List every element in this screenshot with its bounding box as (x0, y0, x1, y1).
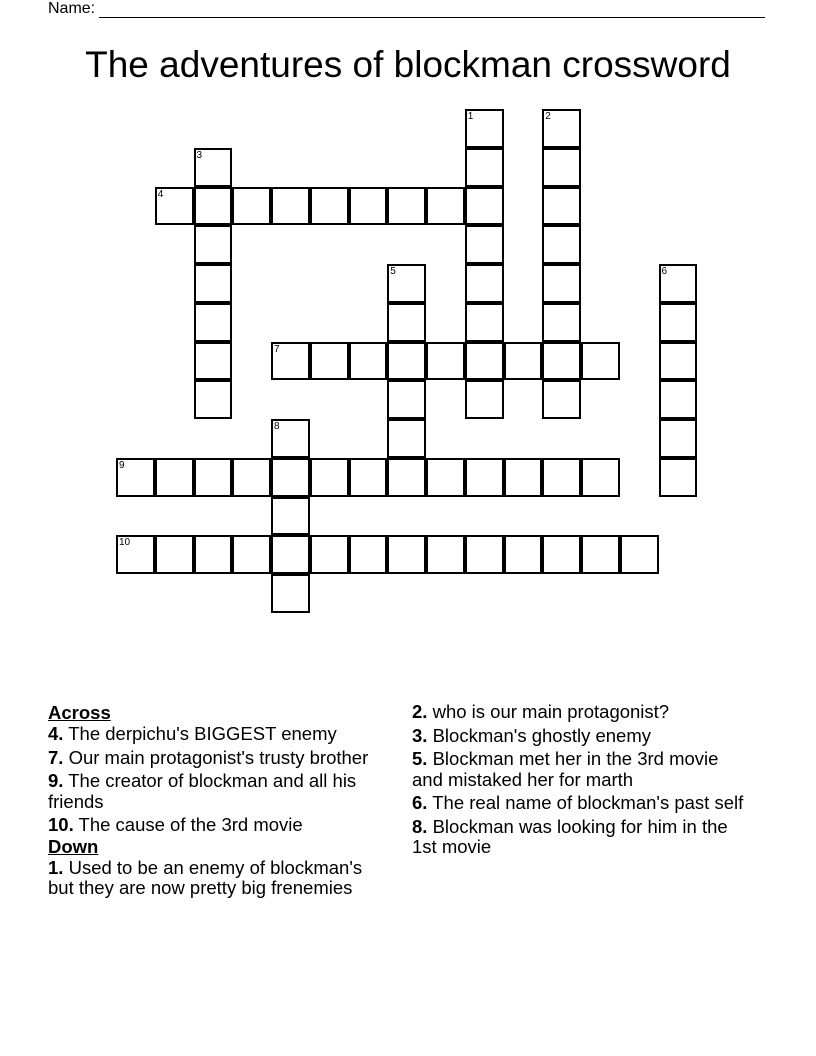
clue-number: 3. (412, 724, 428, 746)
grid-cell[interactable] (542, 303, 581, 342)
page-title: The adventures of blockman crossword (85, 44, 731, 85)
grid-cell[interactable] (194, 225, 233, 264)
clue-down-2 (412, 702, 752, 723)
grid-cell[interactable] (194, 187, 233, 226)
grid-cell[interactable] (620, 535, 659, 574)
grid-cell[interactable] (232, 458, 271, 497)
cell-number: 9 (119, 459, 125, 471)
grid-cell[interactable] (155, 535, 194, 574)
grid-cell[interactable] (465, 187, 504, 226)
grid-cell[interactable] (387, 458, 426, 497)
grid-cell[interactable] (194, 264, 233, 303)
cell-number: 6 (661, 266, 668, 277)
grid-cell[interactable] (542, 187, 581, 226)
grid-cell[interactable] (194, 342, 233, 381)
grid-cell[interactable] (271, 497, 310, 536)
clue-down-3 (412, 726, 752, 747)
grid-cell[interactable] (465, 380, 504, 419)
clue-number: 10. (48, 814, 74, 835)
cell-number: 1 (467, 111, 474, 122)
grid-cell[interactable] (465, 458, 504, 497)
grid-cell[interactable] (581, 342, 620, 381)
grid-cell[interactable] (659, 419, 698, 458)
grid-cell[interactable] (659, 303, 698, 342)
grid-cell[interactable] (659, 458, 698, 497)
grid-cell[interactable] (194, 458, 233, 497)
clue-text: Our main protagonist's trusty brother (68, 746, 369, 768)
clue-number: 9. (48, 770, 64, 791)
clue-across-10 (48, 815, 388, 836)
clue-number: 8. (412, 815, 428, 837)
clue-number: 4. (48, 723, 64, 744)
grid-cell[interactable] (504, 458, 543, 497)
grid-cell[interactable] (542, 535, 581, 574)
grid-cell[interactable] (542, 458, 581, 497)
grid-cell[interactable] (310, 535, 349, 574)
cell-number: 3 (196, 149, 203, 161)
clue-text: The derpichu's BIGGEST enemy (68, 723, 337, 744)
grid-cell[interactable] (310, 187, 349, 226)
grid-cell[interactable] (271, 535, 310, 574)
clue-number: 2. (412, 701, 428, 722)
cell-number: 4 (157, 188, 164, 200)
grid-cell[interactable] (155, 458, 194, 497)
grid-cell[interactable] (426, 187, 465, 226)
grid-cell[interactable] (232, 187, 271, 226)
grid-cell[interactable] (232, 535, 271, 574)
clue-across-4 (48, 724, 388, 745)
clue-text: Blockman met her in the 3rd movie and mistaked her for marth (412, 748, 719, 790)
name-field[interactable] (48, 0, 765, 18)
grid-cell[interactable] (465, 109, 504, 148)
grid-cell[interactable] (659, 264, 698, 303)
name-label: Name: (48, 0, 96, 17)
clue-number: 7. (48, 746, 64, 768)
grid-cell[interactable] (465, 303, 504, 342)
grid-cell[interactable] (349, 187, 388, 226)
clue-down-1 (48, 858, 388, 899)
grid-cell[interactable] (387, 303, 426, 342)
clue-text: Blockman was looking for him in the 1st movie (412, 815, 728, 857)
clue-number: 1. (48, 856, 64, 878)
grid-cell[interactable] (310, 342, 349, 381)
grid-cell[interactable] (194, 148, 233, 187)
grid-cell[interactable] (581, 458, 620, 497)
clue-across-7 (48, 748, 388, 769)
grid-cell[interactable] (465, 225, 504, 264)
grid-cell[interactable] (155, 187, 194, 226)
clue-number: 6. (412, 792, 428, 813)
grid-cell[interactable] (271, 458, 310, 497)
grid-cell[interactable] (116, 458, 155, 497)
crossword-grid (117, 110, 717, 630)
clue-text: who is our main protagonist? (432, 701, 670, 722)
cell-number: 10 (119, 537, 131, 549)
grid-cell[interactable] (387, 187, 426, 226)
grid-cell[interactable] (387, 380, 426, 419)
name-underline[interactable] (99, 3, 765, 18)
grid-cell[interactable] (465, 264, 504, 303)
grid-cell[interactable] (310, 458, 349, 497)
clue-text: Used to be an enemy of blockman's but they are now pretty big frenemies (48, 856, 363, 898)
grid-cell[interactable] (465, 342, 504, 381)
clue-text: Blockman's ghostly enemy (432, 724, 652, 746)
grid-cell[interactable] (542, 225, 581, 264)
clue-down-5 (412, 749, 752, 790)
grid-cell[interactable] (542, 148, 581, 187)
grid-cell[interactable] (542, 380, 581, 419)
grid-cell[interactable] (387, 342, 426, 381)
cell-number: 8 (274, 421, 280, 432)
grid-cell[interactable] (194, 535, 233, 574)
grid-cell[interactable] (194, 380, 233, 419)
grid-cell[interactable] (387, 264, 426, 303)
grid-cell[interactable] (387, 419, 426, 458)
clue-down-8 (412, 817, 752, 858)
cell-number: 2 (545, 111, 551, 122)
clue-down-6 (412, 793, 752, 814)
grid-cell[interactable] (504, 342, 543, 381)
grid-cell[interactable] (504, 535, 543, 574)
grid-cell[interactable] (116, 535, 155, 574)
cell-number: 7 (274, 343, 280, 355)
grid-cell[interactable] (271, 574, 310, 613)
grid-cell[interactable] (659, 342, 698, 381)
grid-cell[interactable] (426, 535, 465, 574)
grid-cell[interactable] (349, 458, 388, 497)
grid-cell[interactable] (542, 109, 581, 148)
cell-number: 5 (390, 266, 396, 277)
clues-left-column (48, 702, 388, 902)
clues-right-column (412, 702, 752, 861)
grid-cell[interactable] (465, 535, 504, 574)
clue-text: The cause of the 3rd movie (78, 814, 303, 835)
across-heading: Across (48, 702, 111, 723)
grid-cell[interactable] (426, 342, 465, 381)
grid-cell[interactable] (426, 458, 465, 497)
grid-cell[interactable] (659, 380, 698, 419)
grid-cell[interactable] (349, 342, 388, 381)
grid-cell[interactable] (542, 342, 581, 381)
grid-cell[interactable] (271, 187, 310, 226)
clue-text: The real name of blockman's past self (432, 792, 744, 813)
grid-cell[interactable] (194, 303, 233, 342)
grid-cell[interactable] (387, 535, 426, 574)
clue-number: 5. (412, 748, 428, 769)
down-heading: Down (48, 835, 99, 857)
grid-cell[interactable] (271, 342, 310, 381)
grid-cell[interactable] (542, 264, 581, 303)
grid-cell[interactable] (271, 419, 310, 458)
grid-cell[interactable] (465, 148, 504, 187)
clue-across-9 (48, 771, 388, 812)
grid-cell[interactable] (581, 535, 620, 574)
grid-cell[interactable] (349, 535, 388, 574)
clue-text: The creator of blockman and all his friends (48, 770, 357, 812)
